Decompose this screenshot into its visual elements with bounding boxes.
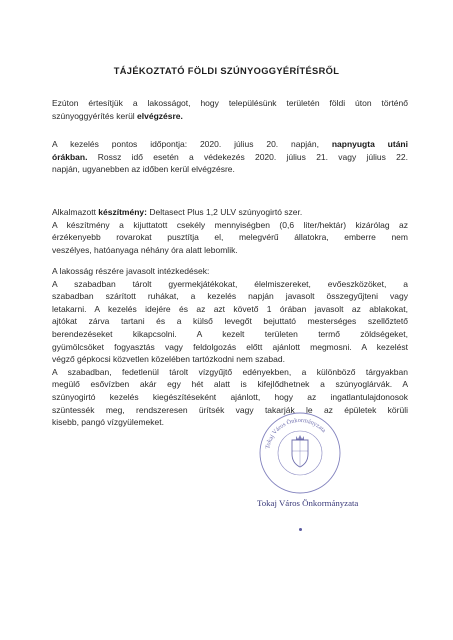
intro-paragraph	[52, 97, 408, 122]
measures-line-8: A szabadban, fedetlenül tárolt vízgyűjtő edényekben, a különböző tárgyakban	[52, 366, 408, 377]
municipal-seal-stamp	[257, 410, 343, 496]
product-line-1	[52, 206, 408, 219]
measures-line-12: kisebb, pangó vízgyülemeket.	[52, 417, 164, 428]
product-line-1-pre: Alkalmazott	[52, 207, 99, 217]
schedule-line-1-text: A kezelés pontos időpontja: 2020. július 20. napján,	[52, 139, 332, 149]
product-line-1-bold: készítmény:	[98, 207, 147, 217]
intro-line-2-text: szúnyoggyérítés kerül	[52, 110, 138, 121]
measures-line-4: ajtókat zárva tartani és a külső levegőt bejuttató mesterséges szellőztető	[52, 316, 408, 327]
measures-line-3: letakarni. A kezelés idejére és az azt követő 1 órában javasolt az ablakokat,	[52, 303, 408, 314]
measures-line-1: A szabadban tárolt gyermekjátékokat, élelmiszereket, evőeszközöket, a	[52, 278, 408, 289]
schedule-line-2-text: Rossz idő esetén a védekezés 2020. július 21. vagy július 22.	[87, 151, 408, 162]
measures-line-5: berendezéseket kikapcsolni. A kezelt területen termő zöldségeket,	[52, 328, 408, 339]
schedule-line-1-bold: napnyugta utáni	[331, 139, 408, 149]
stamp-ring-text: Tokaj Város Önkormányzata	[264, 416, 328, 450]
measures-line-7: végző gépkocsi közvetlen közelében tartózkodni nem szabad.	[52, 354, 285, 365]
intro-line-2	[52, 110, 408, 123]
product-line-1-post: Deltasect Plus 1,2 ULV szúnyogirtó szer.	[146, 207, 303, 217]
schedule-line-2-bold: órákban.	[52, 151, 88, 162]
document-title: TÁJÉKOZTATÓ FÖLDI SZÚNYOGGYÉRÍTÉSRŐL	[113, 66, 340, 76]
product-line-3: érzékenyebb rovarokat pusztítja el, melegvérű állatokra, emberre nem	[52, 232, 408, 243]
product-line-2: A készítmény a kijuttatott csekély mennyiségben (0,6 liter/hektár) kizárólag az	[52, 219, 408, 230]
intro-line-1: Ezúton értesítjük a lakosságot, hogy településünk területén földi úton történő	[52, 98, 408, 108]
measures-line-2: szabadban szárított ruhákat, a kezelés napján javasolt összegyűjteni vagy	[52, 291, 408, 302]
stamp-dot	[299, 528, 302, 531]
intro-line-2-bold: elvégzésre.	[137, 110, 183, 121]
product-line-4: veszélyes, hatóanyaga néhány óra alatt lebomlik.	[52, 244, 238, 255]
crown-icon	[296, 435, 304, 440]
measures-line-9: megülő esővízben akár egy hét alatt is kifejlődhetnek a szúnyoglárvák. A	[52, 379, 408, 390]
measures-paragraph	[52, 265, 408, 429]
schedule-line-3: napján, ugyanebben az időben kerül elvégzésre.	[52, 164, 235, 175]
schedule-line-1	[52, 138, 408, 151]
schedule-line-2	[52, 151, 408, 164]
schedule-paragraph	[52, 138, 408, 176]
measures-heading: A lakosság részére javasolt intézkedések:	[52, 266, 210, 276]
signature-line: Tokaj Város Önkormányzata	[257, 498, 359, 508]
measures-line-10: szúnyogirtó kezelés kiegészítéseként ajánlott, hogy az ingatlantulajdonosok	[52, 391, 408, 402]
measures-line-6: gyümölcsöket fogyasztás vagy feldolgozás előtt ajánlott megmosni. A kezelést	[52, 341, 408, 352]
product-paragraph	[52, 206, 408, 256]
measures-line-11: szüntessék meg, rendszeresen ürítsék vagy takarják le az épületek körüli	[52, 404, 408, 415]
